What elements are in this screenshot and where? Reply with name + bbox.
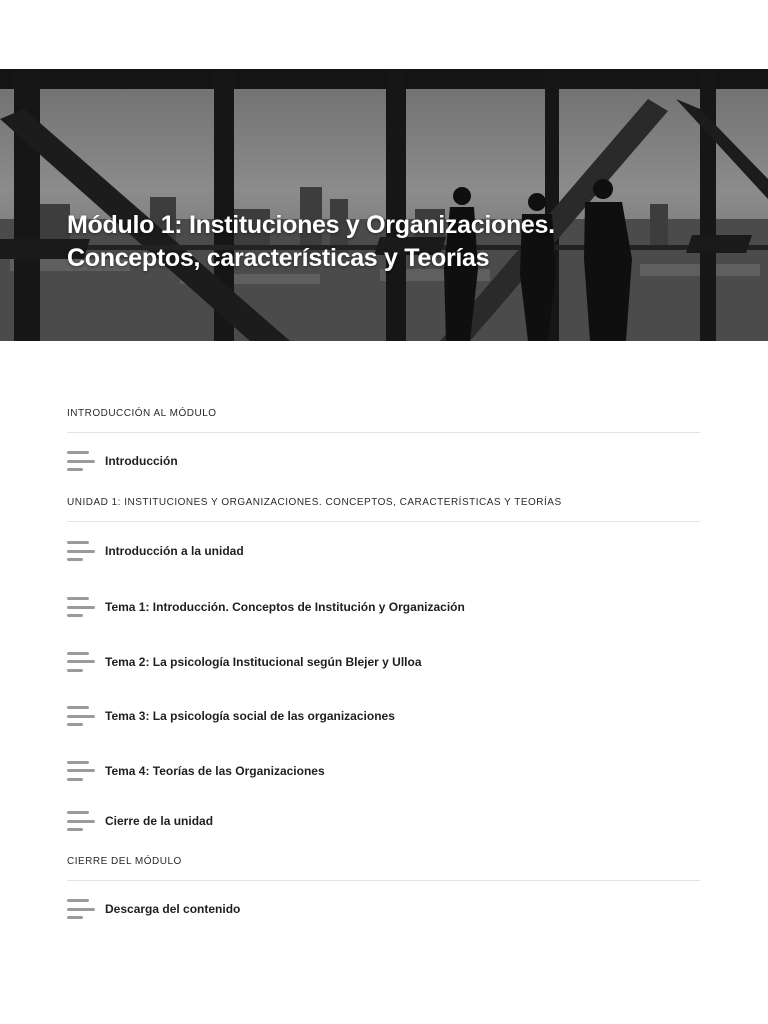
lesson-label: Tema 1: Introducción. Conceptos de Institución y Organización [105,600,465,614]
section-header-intro: INTRODUCCIÓN AL MÓDULO [67,400,700,433]
lesson-tema-4[interactable] [67,743,700,798]
lesson-label: Introducción a la unidad [105,544,244,558]
section-header-cierre: CIERRE DEL MÓDULO [67,848,700,881]
lines-icon [67,760,95,782]
lines-icon [67,450,95,472]
lines-icon [67,705,95,727]
lesson-tema-3[interactable] [67,689,700,743]
lesson-cierre-unidad[interactable] [67,798,700,844]
section-header-unidad-1: UNIDAD 1: INSTITUCIONES Y ORGANIZACIONES. CONCEPTOS, CARACTERÍSTICAS Y TEORÍAS [67,489,700,522]
module-title [67,209,707,275]
lesson-descarga[interactable] [67,881,700,937]
lesson-label: Tema 2: La psicología Institucional según Blejer y Ulloa [105,654,422,669]
lesson-label: Descarga del contenido [105,902,241,916]
lesson-tema-1[interactable] [67,580,700,634]
lesson-label: Tema 3: La psicología social de las organizaciones [105,709,395,723]
hero-image [0,69,768,341]
lesson-introduccion[interactable] [67,433,700,489]
lesson-label: Tema 4: Teorías de las Organizaciones [105,763,325,778]
lesson-label: Cierre de la unidad [105,814,214,828]
module-title-line-1: Módulo 1: Instituciones y Organizaciones. [67,211,555,239]
lines-icon [67,596,95,618]
lesson-label: Introducción [105,454,178,468]
lesson-tema-2[interactable] [67,634,700,689]
module-title-line-2: Conceptos, características y Teorías [67,244,490,272]
lines-icon [67,810,95,832]
lines-icon [67,898,95,920]
lines-icon [67,540,95,562]
hero-banner [0,69,768,341]
lines-icon [67,651,95,673]
module-outline [67,400,700,937]
lesson-introduccion-unidad[interactable] [67,522,700,580]
